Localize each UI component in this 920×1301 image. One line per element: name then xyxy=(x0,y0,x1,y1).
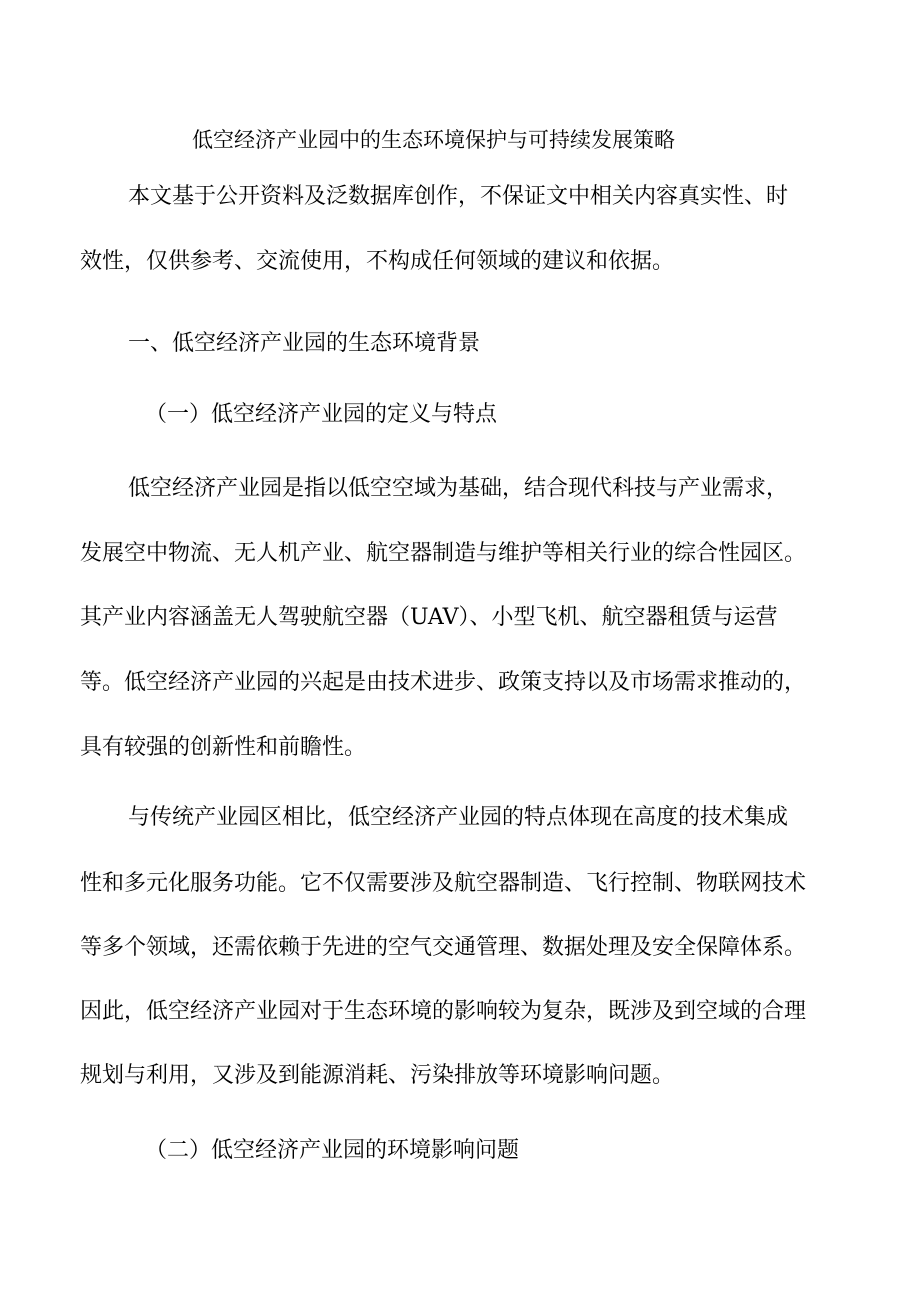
paragraph-1-line-4: 等。低空经济产业园的兴起是由技术进步、政策支持以及市场需求推动的， xyxy=(80,670,807,695)
subsection-1-heading: （一）低空经济产业园的定义与特点 xyxy=(145,402,498,427)
paragraph-2-line-3: 等多个领域，还需依赖于先进的空气交通管理、数据处理及安全保障体系。 xyxy=(80,935,807,960)
paragraph-2-line-4: 因此，低空经济产业园对于生态环境的影响较为复杂，既涉及到空域的合理 xyxy=(80,999,807,1024)
paragraph-2-line-5: 规划与利用，又涉及到能源消耗、污染排放等环境影响问题。 xyxy=(80,1063,675,1088)
paragraph-1-line-3: 其产业内容涵盖无人驾驶航空器（UAV）、小型飞机、航空器租赁与运营 xyxy=(80,605,778,630)
disclaimer-line-2: 效性，仅供参考、交流使用，不构成任何领域的建议和依据。 xyxy=(80,249,675,274)
disclaimer-line-1: 本文基于公开资料及泛数据库创作，不保证文中相关内容真实性、时 xyxy=(128,184,789,209)
subsection-2-heading: （二）低空经济产业园的环境影响问题 xyxy=(145,1138,520,1163)
document-title: 低空经济产业园中的生态环境保护与可持续发展策略 xyxy=(192,128,675,152)
paragraph-1-line-1: 低空经济产业园是指以低空空域为基础，结合现代科技与产业需求， xyxy=(128,476,789,501)
section-1-heading: 一、低空经济产业园的生态环境背景 xyxy=(128,331,481,356)
paragraph-2-line-2: 性和多元化服务功能。它不仅需要涉及航空器制造、飞行控制、物联网技术 xyxy=(80,871,807,896)
paragraph-2-line-1: 与传统产业园区相比，低空经济产业园的特点体现在高度的技术集成 xyxy=(128,805,789,830)
paragraph-1-line-2: 发展空中物流、无人机产业、航空器制造与维护等相关行业的综合性园区。 xyxy=(80,541,807,566)
paragraph-1-line-5: 具有较强的创新性和前瞻性。 xyxy=(80,735,367,760)
